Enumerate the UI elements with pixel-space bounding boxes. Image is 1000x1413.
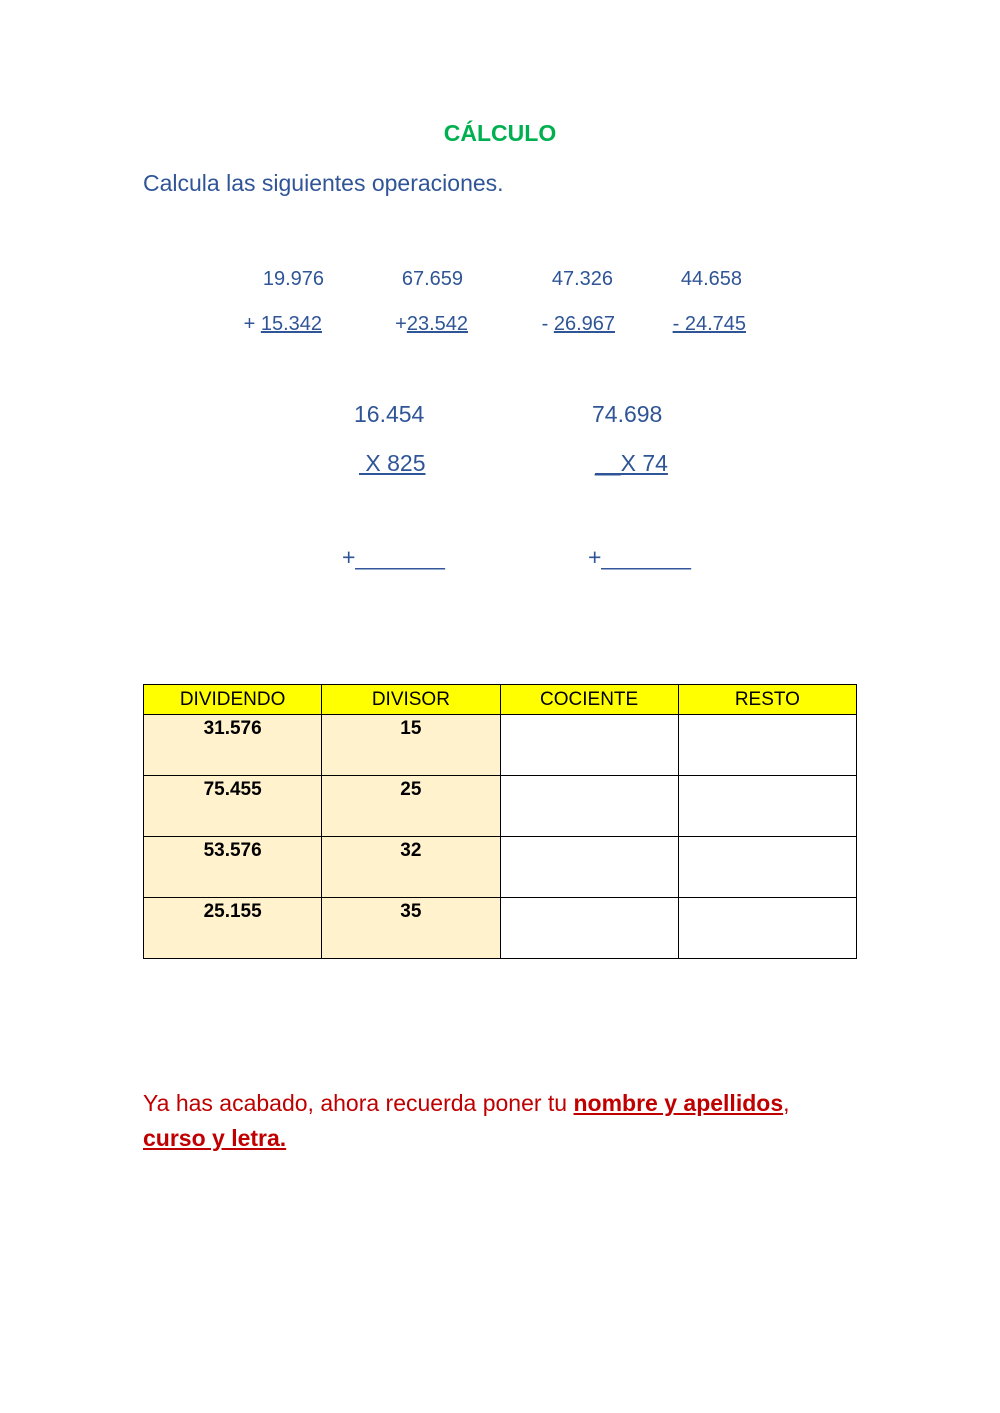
closing-emphasis-name: nombre y apellidos xyxy=(573,1090,784,1116)
operation-1-bottom xyxy=(226,313,322,336)
header-divisor: DIVISOR xyxy=(322,685,500,715)
operation-4-bottom xyxy=(654,313,746,336)
operation-2-bottom xyxy=(374,313,468,336)
table-row xyxy=(144,776,857,837)
operation-2-sign: + xyxy=(395,313,407,335)
multiplication-2-sum-line: +_______ xyxy=(588,544,691,570)
division-table xyxy=(143,684,857,959)
operation-1-sign: + xyxy=(243,313,261,335)
multiplication-1-sum-line: +_______ xyxy=(342,544,445,570)
closing-separator: , xyxy=(783,1090,790,1116)
table-row xyxy=(144,715,857,776)
table-header-row xyxy=(144,685,857,715)
cociente-answer-cell[interactable] xyxy=(500,898,678,959)
header-resto: RESTO xyxy=(678,685,856,715)
dividendo-cell: 75.455 xyxy=(144,776,322,837)
operation-1-subtrahend: 15.342 xyxy=(260,313,322,335)
dividendo-cell: 31.576 xyxy=(144,715,322,776)
multiplication-1-top: 16.454 xyxy=(354,401,425,427)
header-cociente: COCIENTE xyxy=(500,685,678,715)
cociente-answer-cell[interactable] xyxy=(500,715,678,776)
operation-3-top: 47.326 xyxy=(551,268,613,290)
cociente-answer-cell[interactable] xyxy=(500,776,678,837)
divisor-cell: 25 xyxy=(322,776,500,837)
instruction-text: Calcula las siguientes operaciones. xyxy=(143,170,504,196)
operation-1-top: 19.976 xyxy=(262,268,324,290)
cociente-answer-cell[interactable] xyxy=(500,837,678,898)
page-title: CÁLCULO xyxy=(443,120,557,146)
divisor-cell: 35 xyxy=(322,898,500,959)
resto-answer-cell[interactable] xyxy=(678,898,856,959)
resto-answer-cell[interactable] xyxy=(678,837,856,898)
operation-4-subtrahend: - 24.745 xyxy=(672,313,746,335)
multiplication-2-top: 74.698 xyxy=(592,401,663,427)
closing-text: Ya has acabado, ahora recuerda poner tu xyxy=(143,1090,574,1116)
divisor-cell: 32 xyxy=(322,837,500,898)
operation-4-top: 44.658 xyxy=(680,268,742,290)
resto-answer-cell[interactable] xyxy=(678,776,856,837)
header-dividendo: DIVIDENDO xyxy=(144,685,322,715)
resto-answer-cell[interactable] xyxy=(678,715,856,776)
closing-emphasis-course: curso y letra. xyxy=(143,1125,287,1151)
operation-2-addend: 23.542 xyxy=(406,313,468,335)
table-row xyxy=(144,898,857,959)
operation-3-sign: - xyxy=(541,313,554,335)
operation-2-top: 67.659 xyxy=(401,268,463,290)
operation-3-subtrahend: 26.967 xyxy=(553,313,615,335)
dividendo-cell: 25.155 xyxy=(144,898,322,959)
table-row xyxy=(144,837,857,898)
operation-3-bottom xyxy=(520,313,615,336)
multiplication-2-factor: __X 74 xyxy=(595,450,668,476)
dividendo-cell: 53.576 xyxy=(144,837,322,898)
multiplication-1-factor: X 825 xyxy=(359,450,426,476)
closing-reminder xyxy=(143,1086,863,1156)
divisor-cell: 15 xyxy=(322,715,500,776)
